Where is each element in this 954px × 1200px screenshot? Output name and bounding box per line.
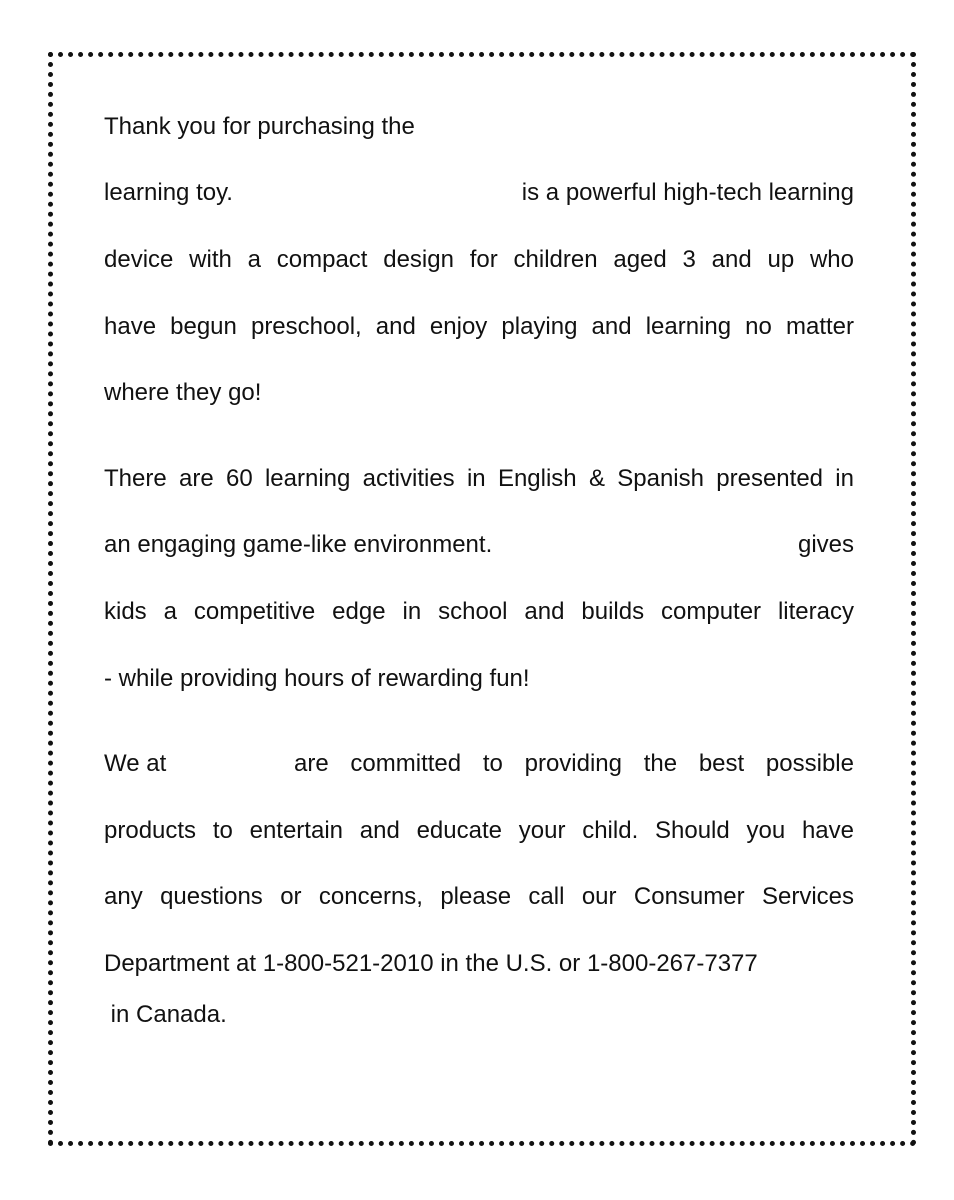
p1-line-1: Thank you for purchasing the [104,113,415,140]
p2-line-3: kids a competitive edge in school and builds computer literacy [104,598,854,625]
p1-line-2 [104,178,854,208]
p1-line-2-start: learning toy. [104,179,233,206]
p3-line-1 [104,749,854,779]
p2-line-2 [104,530,854,560]
p1-line-2-end: is a powerful high-tech learning [521,179,854,206]
p3-line-2: products to entertain and educate your child. Should you have [104,817,854,844]
p1-line-3: device with a compact design for children aged 3 and up who [104,246,854,273]
p2-line-2-start: an engaging game-like environment. [104,531,493,558]
p3-line-1-end: are committed to providing the best possible [294,750,854,777]
p2-line-2-end: gives [797,531,854,558]
p3-line-4: Department at 1-800-521-2010 in the U.S. or 1-800-267-7377 [104,950,758,977]
p2-line-1: There are 60 learning activities in English & Spanish presented in [104,465,854,492]
p3-line-5: in Canada. [104,1001,227,1028]
p1-line-4: have begun preschool, and enjoy playing and learning no matter [104,313,854,340]
p1-line-5: where they go! [104,379,262,406]
p3-line-1-start: We at [104,750,167,777]
p3-line-3: any questions or concerns, please call our Consumer Services [104,883,854,910]
p2-line-4: - while providing hours of rewarding fun! [104,665,530,692]
